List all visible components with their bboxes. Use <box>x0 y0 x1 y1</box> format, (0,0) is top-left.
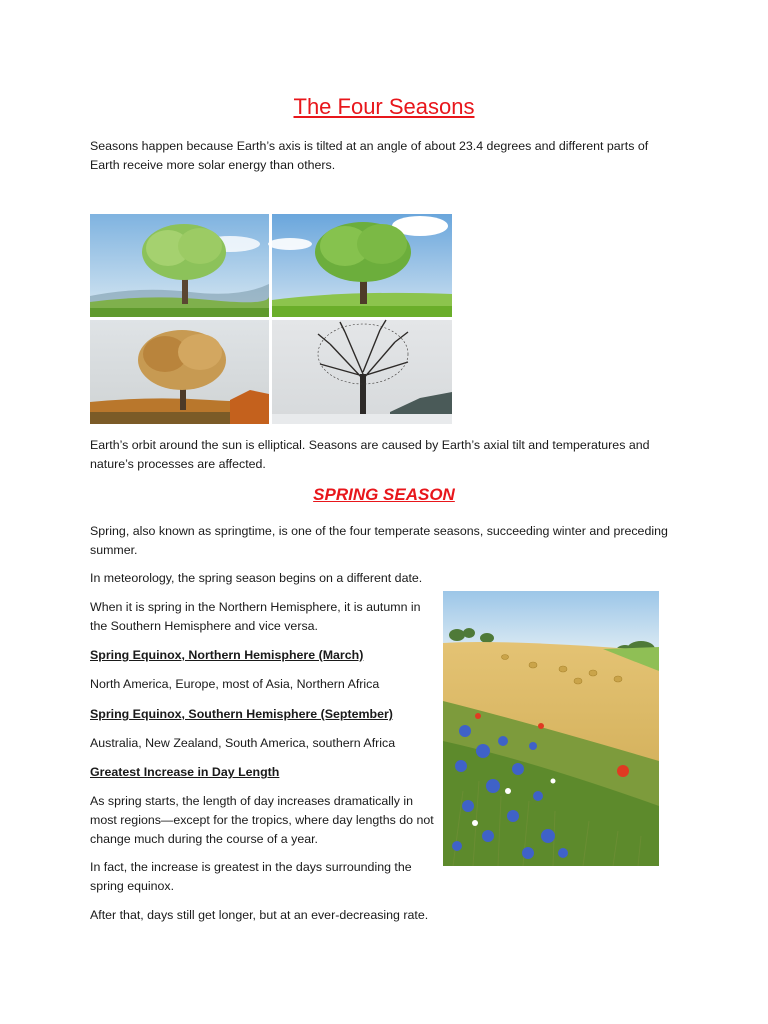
spring-tree-panel <box>90 214 269 317</box>
spring-field-image <box>443 591 659 866</box>
equinox-south-heading: Spring Equinox, Southern Hemisphere (September) <box>90 707 393 721</box>
hemisphere-paragraph: When it is spring in the Northern Hemisphere, it is autumn in the Southern Hemisphere and vice versa. <box>90 600 421 633</box>
equinox-north-heading: Spring Equinox, Northern Hemisphere (March) <box>90 648 364 662</box>
after-paragraph: After that, days still get longer, but at an ever-decreasing rate. <box>90 908 429 922</box>
winter-tree-panel <box>272 320 452 424</box>
increase-paragraph: In fact, the increase is greatest in the days surrounding the spring equinox. <box>90 860 412 893</box>
spring-season-heading: SPRING SEASON <box>313 485 455 504</box>
equinox-north-places: North America, Europe, most of Asia, Northern Africa <box>90 677 380 691</box>
day-length-heading: Greatest Increase in Day Length <box>90 765 280 779</box>
orbit-paragraph: Earth’s orbit around the sun is elliptical. Seasons are caused by Earth’s axial tilt and temperatures and nature’s processes are affected. <box>90 438 650 471</box>
intro-paragraph: Seasons happen because Earth’s axis is tilted at an angle of about 23.4 degrees and different parts of Earth receive more solar energy than others. <box>90 139 649 172</box>
autumn-tree-panel <box>90 320 269 424</box>
day-length-paragraph: As spring starts, the length of day increases dramatically in most regions—except for the tropics, where day lengths do not change much during the course of a year. <box>90 794 434 846</box>
summer-tree-panel <box>268 214 452 317</box>
season-trees-image <box>90 214 452 424</box>
equinox-south-places: Australia, New Zealand, South America, southern Africa <box>90 736 396 750</box>
spring-intro-paragraph: Spring, also known as springtime, is one of the four temperate seasons, succeeding winter and preceding summer. <box>90 524 668 557</box>
meteorology-paragraph: In meteorology, the spring season begins on a different date. <box>90 571 423 585</box>
page-title: The Four Seasons <box>293 94 475 119</box>
